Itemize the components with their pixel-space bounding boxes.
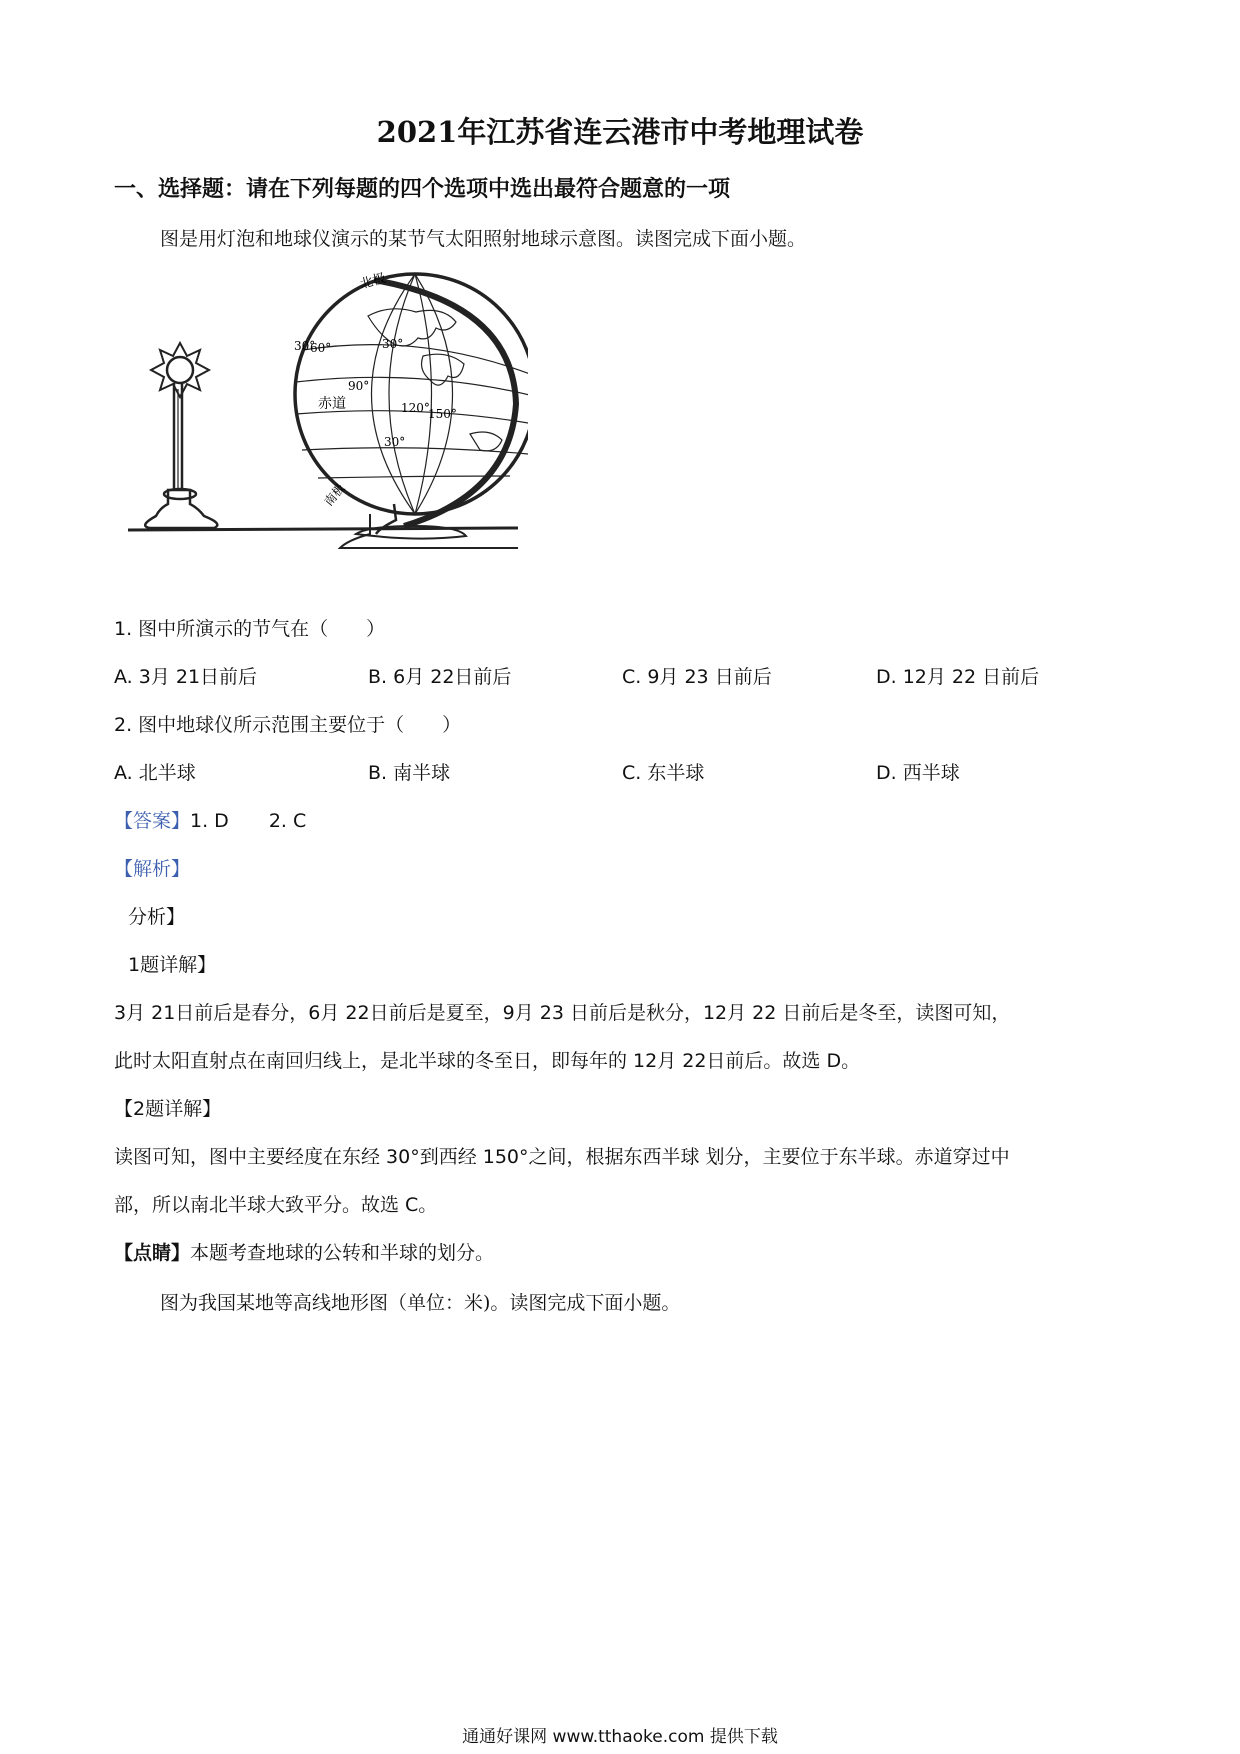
q2-option-a: A. 北半球 xyxy=(114,762,196,784)
label-south-pole: 南极 xyxy=(321,481,348,509)
section-heading: 一、选择题：请在下列每题的四个选项中选出最符合题意的一项 xyxy=(114,177,731,202)
answer-2: 2. C xyxy=(268,810,307,832)
q1-option-a: A. 3月 21日前后 xyxy=(114,666,258,688)
page-title: 2021年江苏省连云港市中考地理试卷 xyxy=(376,115,864,149)
label-lat-30-left: 30° xyxy=(294,339,316,353)
detail-2-line-2: 部，所以南北半球大致平分。故选 C。 xyxy=(114,1194,438,1216)
comment-text: 本题考查地球的公转和半球的划分。 xyxy=(190,1242,495,1264)
q2-option-b: B. 南半球 xyxy=(368,762,451,784)
q1-option-b: B. 6月 22日前后 xyxy=(368,666,512,688)
q2-option-c: C. 东半球 xyxy=(622,762,705,784)
detail-2-line-1: 读图可知，图中主要经度在东经 30°到西经 150°之间，根据东西半球 划分，主要位于东半球。赤道穿过中 xyxy=(114,1146,1010,1168)
answer-label: 【答案】 xyxy=(114,810,191,832)
label-lon-150: 150° xyxy=(428,407,457,421)
intro-text: 图是用灯泡和地球仪演示的某节气太阳照射地球示意图。读图完成下面小题。 xyxy=(160,228,807,250)
comment-label: 【点睛】 xyxy=(114,1242,191,1264)
q2-option-d: D. 西半球 xyxy=(876,762,960,784)
label-lat-30s: 30° xyxy=(384,435,406,449)
label-lon-120: 120° xyxy=(401,401,430,415)
detail-1-line-2: 此时太阳直射点在南回归线上，是北半球的冬至日，即每年的 12月 22日前后。故选 D。 xyxy=(114,1050,861,1072)
detail-1-label: 1题详解】 xyxy=(128,954,217,976)
question-1-stem: 1. 图中所演示的节气在（ ） xyxy=(114,618,386,640)
analysis-label: 【解析】 xyxy=(114,858,191,880)
answer-1: 1. D xyxy=(190,810,229,832)
intro-2-text: 图为我国某地等高线地形图（单位：米)。读图完成下面小题。 xyxy=(160,1292,681,1314)
label-lat-30n: 30° xyxy=(382,337,404,351)
label-north-pole: 北极 xyxy=(358,271,388,293)
question-2-stem: 2. 图中地球仪所示范围主要位于（ ） xyxy=(114,714,462,736)
footer-credit: 通通好课网 www.tthaoke.com 提供下载 xyxy=(462,1727,778,1747)
label-lat-60n: 60° xyxy=(310,341,332,355)
answer-line xyxy=(114,806,306,833)
analysis-sub-label: 分析】 xyxy=(128,906,186,928)
detail-1-line-1: 3月 21日前后是春分，6月 22日前后是夏至，9月 23 日前后是秋分，12月 22 日前后是冬至，读图可知， xyxy=(114,1002,1011,1024)
globe-figure xyxy=(118,264,528,554)
q1-option-d: D. 12月 22 日前后 xyxy=(876,666,1040,688)
label-equator: 赤道 xyxy=(318,396,346,412)
q1-option-c: C. 9月 23 日前后 xyxy=(622,666,772,688)
label-lon-90: 90° xyxy=(348,379,370,393)
comment-line xyxy=(114,1238,494,1265)
lamp xyxy=(145,343,217,528)
detail-2-label: 【2题详解】 xyxy=(114,1098,222,1120)
